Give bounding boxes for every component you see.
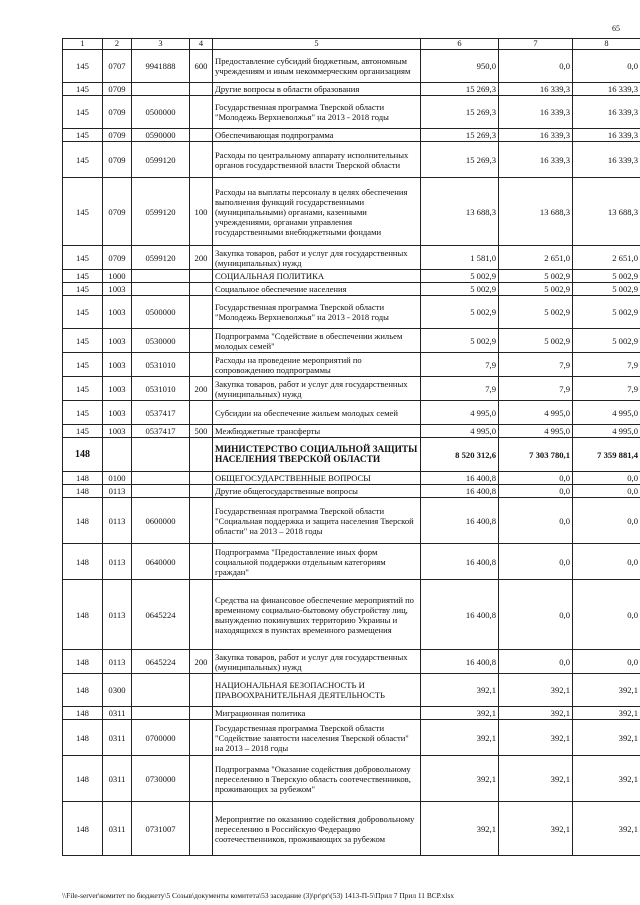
department-code-cell: 148 [63,544,103,580]
section-code-cell: 1003 [103,296,132,329]
table-row [63,178,640,246]
target-article-cell [132,83,190,96]
section-code-cell: 0709 [103,83,132,96]
amount-year1-cell: 5 002,9 [421,329,499,353]
table-row [63,425,640,438]
section-code-cell: 1003 [103,353,132,377]
expense-type-cell: 500 [190,425,213,438]
section-code-cell [103,438,132,472]
table-row [63,707,640,720]
section-code-cell: 0113 [103,485,132,498]
amount-year1-cell: 5 002,9 [421,283,499,296]
description-cell: Другие общегосударственные вопросы [213,485,421,498]
department-code-cell: 145 [63,178,103,246]
target-article-cell: 0500000 [132,96,190,129]
expense-type-cell [190,129,213,142]
target-article-cell: 0600000 [132,498,190,544]
amount-year2-cell: 5 002,9 [499,283,573,296]
amount-year3-cell: 7,9 [573,353,640,377]
section-code-cell: 0311 [103,802,132,856]
amount-year2-cell: 0,0 [499,544,573,580]
column-header: 8 [573,39,640,50]
amount-year2-cell: 392,1 [499,802,573,856]
amount-year3-cell: 16 339,3 [573,96,640,129]
amount-year3-cell: 13 688,3 [573,178,640,246]
department-code-cell: 145 [63,401,103,425]
table-row [63,129,640,142]
budget-table [62,38,640,856]
amount-year1-cell: 16 400,8 [421,485,499,498]
amount-year2-cell: 392,1 [499,707,573,720]
department-code-cell: 148 [63,580,103,650]
section-code-cell: 0300 [103,674,132,707]
target-article-cell: 0590000 [132,129,190,142]
amount-year1-cell: 4 995,0 [421,425,499,438]
amount-year3-cell: 392,1 [573,707,640,720]
amount-year1-cell: 7,9 [421,353,499,377]
table-row [63,296,640,329]
description-cell: Подпрограмма "Предоставление иных форм социальной поддержки отдельным категориям граждан" [213,544,421,580]
expense-type-cell [190,674,213,707]
section-code-cell: 0311 [103,707,132,720]
expense-type-cell: 600 [190,50,213,83]
description-cell: Государственная программа Тверской области "Молодежь Верхневолжья" на 2013 - 2018 годы [213,96,421,129]
amount-year3-cell: 392,1 [573,756,640,802]
table-row [63,83,640,96]
amount-year3-cell: 16 339,3 [573,142,640,178]
expense-type-cell: 200 [190,246,213,270]
amount-year3-cell: 0,0 [573,544,640,580]
department-code-cell: 145 [63,270,103,283]
amount-year3-cell: 392,1 [573,802,640,856]
expense-type-cell [190,329,213,353]
target-article-cell: 0640000 [132,544,190,580]
table-row [63,674,640,707]
target-article-cell: 0537417 [132,425,190,438]
department-code-cell: 148 [63,720,103,756]
expense-type-cell [190,96,213,129]
amount-year1-cell: 13 688,3 [421,178,499,246]
description-cell: Закупка товаров, работ и услуг для государственных (муниципальных) нужд [213,650,421,674]
section-code-cell: 0709 [103,246,132,270]
table-row [63,485,640,498]
table-row [63,283,640,296]
amount-year1-cell: 5 002,9 [421,270,499,283]
target-article-cell: 0645224 [132,650,190,674]
amount-year2-cell: 16 339,3 [499,142,573,178]
table-row [63,720,640,756]
target-article-cell: 0599120 [132,178,190,246]
expense-type-cell [190,544,213,580]
expense-type-cell: 200 [190,377,213,401]
expense-type-cell [190,83,213,96]
expense-type-cell [190,401,213,425]
description-cell: Расходы на выплаты персоналу в целях обеспечения выполнения функций государственными (муниципальными) органами, казенными учреждениями, органами управления государственными внебюджетными фондами [213,178,421,246]
column-header: 6 [421,39,499,50]
amount-year1-cell: 16 400,8 [421,650,499,674]
target-article-cell [132,283,190,296]
section-code-cell: 0707 [103,50,132,83]
section-code-cell: 1003 [103,425,132,438]
column-header: 7 [499,39,573,50]
target-article-cell [132,472,190,485]
column-number-header-row [63,39,640,50]
expense-type-cell: 100 [190,178,213,246]
section-code-cell: 0113 [103,544,132,580]
amount-year1-cell: 4 995,0 [421,401,499,425]
amount-year3-cell: 392,1 [573,720,640,756]
amount-year3-cell: 0,0 [573,650,640,674]
amount-year2-cell: 0,0 [499,498,573,544]
amount-year3-cell: 0,0 [573,580,640,650]
amount-year1-cell: 15 269,3 [421,83,499,96]
amount-year2-cell: 5 002,9 [499,270,573,283]
table-row [63,544,640,580]
expense-type-cell [190,472,213,485]
department-code-cell: 148 [63,674,103,707]
target-article-cell: 0531010 [132,353,190,377]
department-code-cell: 145 [63,283,103,296]
department-code-cell: 145 [63,353,103,377]
amount-year2-cell: 392,1 [499,720,573,756]
section-code-cell: 0709 [103,96,132,129]
table-row [63,438,640,472]
target-article-cell: 0700000 [132,720,190,756]
target-article-cell: 0645224 [132,580,190,650]
table-row [63,401,640,425]
department-code-cell: 145 [63,329,103,353]
section-code-cell: 0311 [103,720,132,756]
target-article-cell: 0599120 [132,246,190,270]
column-header: 5 [213,39,421,50]
department-code-cell: 145 [63,142,103,178]
expense-type-cell [190,353,213,377]
description-cell: Расходы на проведение мероприятий по сопровождению подпрограммы [213,353,421,377]
section-code-cell: 0709 [103,142,132,178]
expense-type-cell: 200 [190,650,213,674]
section-code-cell: 0709 [103,178,132,246]
description-cell: Социальное обеспечение населения [213,283,421,296]
table-row [63,270,640,283]
description-cell: Подпрограмма "Содействие в обеспечении жильем молодых семей" [213,329,421,353]
description-cell: Другие вопросы в области образования [213,83,421,96]
amount-year1-cell: 15 269,3 [421,129,499,142]
amount-year2-cell: 5 002,9 [499,329,573,353]
section-code-cell: 0113 [103,498,132,544]
amount-year3-cell: 392,1 [573,674,640,707]
amount-year1-cell: 16 400,8 [421,580,499,650]
amount-year2-cell: 0,0 [499,50,573,83]
amount-year1-cell: 392,1 [421,674,499,707]
department-code-cell: 148 [63,472,103,485]
department-code-cell: 145 [63,296,103,329]
department-code-cell: 145 [63,246,103,270]
section-code-cell: 0709 [103,129,132,142]
target-article-cell [132,707,190,720]
department-code-cell: 148 [63,485,103,498]
table-row [63,142,640,178]
target-article-cell: 9941888 [132,50,190,83]
amount-year2-cell: 0,0 [499,580,573,650]
amount-year2-cell: 0,0 [499,650,573,674]
table-row [63,756,640,802]
target-article-cell: 0599120 [132,142,190,178]
column-header: 3 [132,39,190,50]
amount-year2-cell: 16 339,3 [499,129,573,142]
department-code-cell: 148 [63,802,103,856]
amount-year2-cell: 0,0 [499,485,573,498]
department-code-cell: 145 [63,96,103,129]
description-cell: Закупка товаров, работ и услуг для государственных (муниципальных) нужд [213,377,421,401]
column-header: 1 [63,39,103,50]
description-cell: МИНИСТЕРСТВО СОЦИАЛЬНОЙ ЗАЩИТЫ НАСЕЛЕНИЯ ТВЕРСКОЙ ОБЛАСТИ [213,438,421,472]
amount-year3-cell: 0,0 [573,50,640,83]
description-cell: Подпрограмма "Оказание содействия добровольному переселению в Тверскую область соотечественников, проживающих за рубежом" [213,756,421,802]
description-cell: СОЦИАЛЬНАЯ ПОЛИТИКА [213,270,421,283]
amount-year2-cell: 2 651,0 [499,246,573,270]
amount-year1-cell: 1 581,0 [421,246,499,270]
amount-year2-cell: 16 339,3 [499,96,573,129]
section-code-cell: 1003 [103,377,132,401]
table-row [63,472,640,485]
department-code-cell: 148 [63,707,103,720]
file-path-footer: \\File-server\комитет по бюджету\5 Созыв\документы комитета\53 заседание (3)\pr\pr\(53) 1413-П-5\Прил 7 Прил 11 ВСР.xlsx [62,891,455,900]
department-code-cell: 148 [63,438,103,472]
department-code-cell: 148 [63,650,103,674]
department-code-cell: 145 [63,83,103,96]
amount-year3-cell: 16 339,3 [573,129,640,142]
expense-type-cell [190,802,213,856]
amount-year1-cell: 16 400,8 [421,498,499,544]
amount-year2-cell: 392,1 [499,756,573,802]
amount-year3-cell: 4 995,0 [573,425,640,438]
amount-year3-cell: 5 002,9 [573,329,640,353]
section-code-cell: 0113 [103,580,132,650]
expense-type-cell [190,270,213,283]
table-row [63,246,640,270]
section-code-cell: 0311 [103,756,132,802]
amount-year1-cell: 5 002,9 [421,296,499,329]
department-code-cell: 145 [63,377,103,401]
amount-year3-cell: 7 359 881,4 [573,438,640,472]
department-code-cell: 145 [63,50,103,83]
expense-type-cell [190,142,213,178]
description-cell: НАЦИОНАЛЬНАЯ БЕЗОПАСНОСТЬ И ПРАВООХРАНИТЕЛЬНАЯ ДЕЯТЕЛЬНОСТЬ [213,674,421,707]
table-row [63,580,640,650]
section-code-cell: 0100 [103,472,132,485]
column-header: 2 [103,39,132,50]
target-article-cell: 0731007 [132,802,190,856]
expense-type-cell [190,485,213,498]
description-cell: ОБЩЕГОСУДАРСТВЕННЫЕ ВОПРОСЫ [213,472,421,485]
amount-year3-cell: 0,0 [573,485,640,498]
amount-year1-cell: 392,1 [421,720,499,756]
description-cell: Обеспечивающая подпрограмма [213,129,421,142]
table-row [63,96,640,129]
expense-type-cell [190,580,213,650]
amount-year1-cell: 15 269,3 [421,142,499,178]
amount-year2-cell: 7,9 [499,377,573,401]
table-row [63,498,640,544]
amount-year1-cell: 392,1 [421,756,499,802]
amount-year3-cell: 0,0 [573,498,640,544]
target-article-cell: 0500000 [132,296,190,329]
description-cell: Предоставление субсидий бюджетным, автономным учреждениям и иным некоммерческим организациям [213,50,421,83]
amount-year1-cell: 392,1 [421,707,499,720]
amount-year2-cell: 13 688,3 [499,178,573,246]
section-code-cell: 1003 [103,329,132,353]
target-article-cell [132,438,190,472]
amount-year3-cell: 5 002,9 [573,270,640,283]
description-cell: Средства на финансовое обеспечение мероприятий по временному социально-бытовому обустройству лиц, вынужденно покинувших территорию Украины и находящихся в пунктах временного размещения [213,580,421,650]
column-header: 4 [190,39,213,50]
target-article-cell: 0530000 [132,329,190,353]
department-code-cell: 145 [63,129,103,142]
section-code-cell: 0113 [103,650,132,674]
table-row [63,353,640,377]
table-row [63,650,640,674]
table-row [63,377,640,401]
expense-type-cell [190,283,213,296]
amount-year2-cell: 4 995,0 [499,401,573,425]
target-article-cell: 0531010 [132,377,190,401]
target-article-cell: 0537417 [132,401,190,425]
description-cell: Государственная программа Тверской области "Молодежь Верхневолжья" на 2013 - 2018 годы [213,296,421,329]
target-article-cell [132,674,190,707]
description-cell: Миграционная политика [213,707,421,720]
amount-year2-cell: 392,1 [499,674,573,707]
description-cell: Закупка товаров, работ и услуг для государственных (муниципальных) нужд [213,246,421,270]
expense-type-cell [190,756,213,802]
amount-year2-cell: 7 303 780,1 [499,438,573,472]
expense-type-cell [190,438,213,472]
amount-year1-cell: 7,9 [421,377,499,401]
table-row [63,50,640,83]
amount-year1-cell: 8 520 312,6 [421,438,499,472]
department-code-cell: 145 [63,425,103,438]
target-article-cell [132,485,190,498]
amount-year3-cell: 4 995,0 [573,401,640,425]
expense-type-cell [190,296,213,329]
table-body [63,50,640,856]
amount-year2-cell: 4 995,0 [499,425,573,438]
amount-year3-cell: 2 651,0 [573,246,640,270]
page-number: 65 [612,24,620,33]
amount-year3-cell: 16 339,3 [573,83,640,96]
amount-year3-cell: 5 002,9 [573,296,640,329]
section-code-cell: 1003 [103,283,132,296]
description-cell: Межбюджетные трансферты [213,425,421,438]
amount-year2-cell: 0,0 [499,472,573,485]
section-code-cell: 1000 [103,270,132,283]
amount-year3-cell: 7,9 [573,377,640,401]
amount-year2-cell: 7,9 [499,353,573,377]
target-article-cell [132,270,190,283]
expense-type-cell [190,707,213,720]
amount-year1-cell: 16 400,8 [421,472,499,485]
table-row [63,329,640,353]
description-cell: Государственная программа Тверской области "Содействие занятости населения Тверской области" на 2013 – 2018 годы [213,720,421,756]
amount-year3-cell: 5 002,9 [573,283,640,296]
expense-type-cell [190,720,213,756]
amount-year1-cell: 392,1 [421,802,499,856]
description-cell: Субсидии на обеспечение жильем молодых семей [213,401,421,425]
amount-year1-cell: 16 400,8 [421,544,499,580]
description-cell: Мероприятие по оказанию содействия добровольному переселению в Российскую Федерацию соотечественников, проживающих за рубежом [213,802,421,856]
description-cell: Расходы по центральному аппарату исполнительных органов государственной власти Тверской области [213,142,421,178]
amount-year1-cell: 950,0 [421,50,499,83]
expense-type-cell [190,498,213,544]
description-cell: Государственная программа Тверской области "Социальная поддержка и защита населения Тверской области" на 2013 – 2018 годы [213,498,421,544]
table-row [63,802,640,856]
amount-year1-cell: 15 269,3 [421,96,499,129]
section-code-cell: 1003 [103,401,132,425]
amount-year2-cell: 16 339,3 [499,83,573,96]
target-article-cell: 0730000 [132,756,190,802]
amount-year3-cell: 0,0 [573,472,640,485]
department-code-cell: 148 [63,498,103,544]
department-code-cell: 148 [63,756,103,802]
amount-year2-cell: 5 002,9 [499,296,573,329]
